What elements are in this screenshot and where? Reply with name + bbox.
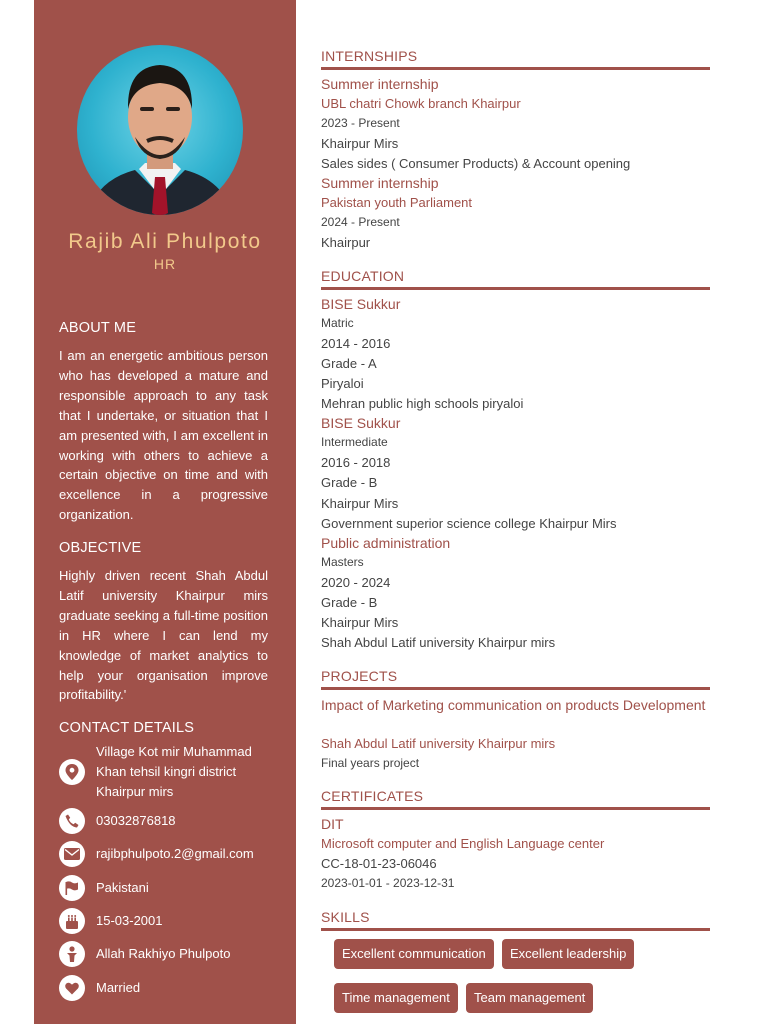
- contact-email: [59, 841, 274, 867]
- skill-chip: Excellent leadership: [502, 939, 634, 969]
- education-school: Government superior science college Khairpur Mirs: [321, 516, 617, 531]
- education-institution: Public administration: [321, 535, 451, 551]
- contact-address: [59, 742, 274, 802]
- contact-birthdate: [59, 908, 274, 934]
- certificate-dates: 2023-01-01 - 2023-12-31: [321, 876, 455, 890]
- skill-chip: Time management: [334, 983, 458, 1013]
- contact-father-text: Allah Rakhiyo Phulpoto: [96, 946, 231, 961]
- about-text: I am an energetic ambitious person who has developed a mature and responsible approach to any task that I undertake, or situation that I am presented with, I am excellent in working with others to achieve a certain objective on time and with excellence in a progressive organization.: [59, 348, 268, 523]
- contact-email-text: rajibphulpoto.2@gmail.com: [96, 846, 254, 861]
- education-location: Khairpur Mirs: [321, 615, 399, 630]
- person-icon: [59, 941, 85, 967]
- contact-nationality-text: Pakistani: [96, 880, 149, 895]
- section-divider: [321, 287, 710, 290]
- education-degree: Masters: [321, 555, 364, 569]
- contact-phone: [59, 808, 274, 834]
- internship-title: Summer internship: [321, 175, 439, 191]
- section-divider: [321, 67, 710, 70]
- education-grade: Grade - B: [321, 595, 378, 610]
- education-degree: Matric: [321, 316, 354, 330]
- profile-name: Rajib Ali Phulpoto: [68, 230, 262, 253]
- about-heading: ABOUT ME: [59, 320, 137, 336]
- skills-heading: SKILLS: [321, 909, 370, 925]
- education-degree: Intermediate: [321, 435, 388, 449]
- email-icon: [59, 841, 85, 867]
- contact-address-text: Village Kot mir Muhammad Khan tehsil kingri district Khairpur mirs: [96, 744, 252, 799]
- certificate-title: DIT: [321, 816, 344, 832]
- contact-marital: [59, 975, 274, 1001]
- internship-desc: Sales sides ( Consumer Products) & Account opening: [321, 156, 631, 171]
- education-grade: Grade - A: [321, 356, 377, 371]
- education-institution: BISE Sukkur: [321, 296, 401, 312]
- profile-photo: [77, 45, 243, 215]
- contact-father: [59, 941, 274, 967]
- location-icon: [59, 759, 85, 785]
- certificate-org: Microsoft computer and English Language center: [321, 836, 605, 851]
- phone-icon: [59, 808, 85, 834]
- contact-nationality: [59, 875, 274, 901]
- project-desc: Final years project: [321, 756, 420, 770]
- project-title: Impact of Marketing communication on products Development: [321, 697, 706, 713]
- section-divider: [321, 687, 710, 690]
- education-school: Shah Abdul Latif university Khairpur mirs: [321, 635, 556, 650]
- education-dates: 2014 - 2016: [321, 336, 391, 351]
- education-location: Khairpur Mirs: [321, 496, 399, 511]
- section-divider: [321, 928, 710, 931]
- skill-chip: Team management: [466, 983, 593, 1013]
- internship-location: Khairpur: [321, 235, 371, 250]
- flag-icon: [59, 875, 85, 901]
- internship-org: UBL chatri Chowk branch Khairpur: [321, 96, 521, 111]
- education-dates: 2016 - 2018: [321, 455, 391, 470]
- heart-icon: [59, 975, 85, 1001]
- education-location: Piryaloi: [321, 376, 364, 391]
- objective-text: Highly driven recent Shah Abdul Latif university Khairpur mirs graduate seeking a full-time position in HR where I can lend my knowledge of market analytics to help your organisation improve profitability.': [59, 568, 268, 703]
- cake-icon: [59, 908, 85, 934]
- education-grade: Grade - B: [321, 475, 378, 490]
- internship-org: Pakistan youth Parliament: [321, 195, 473, 210]
- education-institution: BISE Sukkur: [321, 415, 401, 431]
- contact-marital-text: Married: [96, 980, 141, 995]
- section-divider: [321, 807, 710, 810]
- contact-heading: CONTACT DETAILS: [59, 720, 195, 736]
- project-org: Shah Abdul Latif university Khairpur mirs: [321, 736, 556, 751]
- objective-heading: OBJECTIVE: [59, 540, 142, 556]
- projects-heading: PROJECTS: [321, 668, 398, 684]
- internship-dates: 2024 - Present: [321, 215, 400, 229]
- internship-location: Khairpur Mirs: [321, 136, 399, 151]
- contact-birthdate-text: 15-03-2001: [96, 913, 163, 928]
- certificate-code: CC-18-01-23-06046: [321, 856, 437, 871]
- education-school: Mehran public high schools piryaloi: [321, 396, 524, 411]
- education-heading: EDUCATION: [321, 268, 405, 284]
- profile-role: HR: [153, 256, 177, 272]
- contact-phone-text: 03032876818: [96, 813, 176, 828]
- skill-chip: Excellent communication: [334, 939, 494, 969]
- internships-heading: INTERNSHIPS: [321, 48, 418, 64]
- sidebar: [34, 0, 296, 1024]
- certificates-heading: CERTIFICATES: [321, 788, 424, 804]
- internship-dates: 2023 - Present: [321, 116, 400, 130]
- education-dates: 2020 - 2024: [321, 575, 391, 590]
- internship-title: Summer internship: [321, 76, 439, 92]
